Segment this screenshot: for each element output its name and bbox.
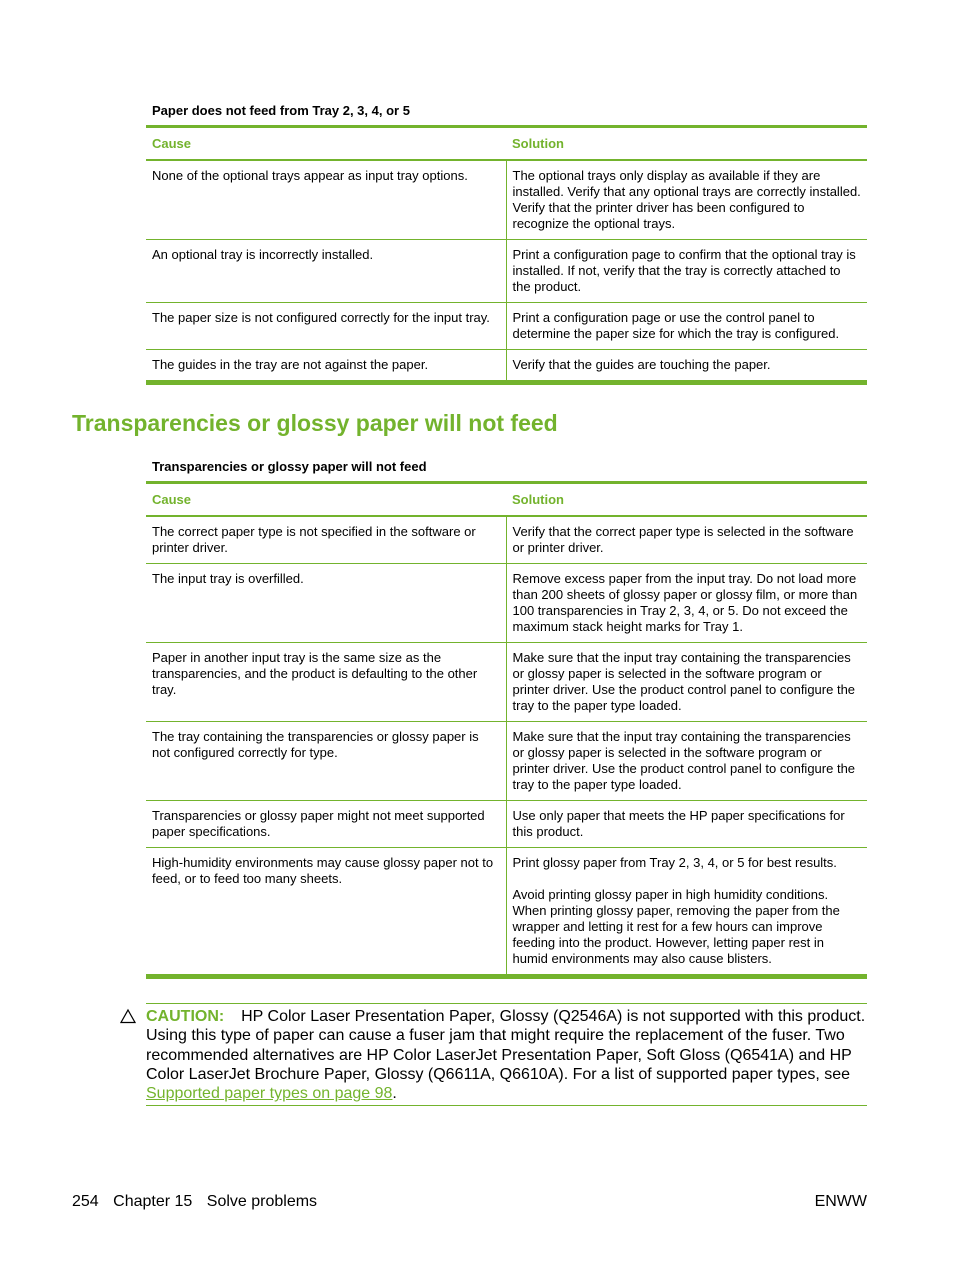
cause-cell: The correct paper type is not specified in the software or printer driver. bbox=[146, 516, 506, 564]
table-row bbox=[146, 848, 867, 977]
column-header-solution: Solution bbox=[512, 136, 564, 151]
cause-cell: High-humidity environments may cause glossy paper not to feed, or to feed too many sheets. bbox=[146, 848, 506, 977]
solution-cell bbox=[506, 848, 867, 977]
warning-triangle-icon bbox=[120, 1008, 136, 1024]
glossy-paper-table bbox=[146, 481, 867, 979]
table-caption: Transparencies or glossy paper will not feed bbox=[152, 459, 427, 474]
table-header-row bbox=[146, 127, 867, 161]
caution-text: HP Color Laser Presentation Paper, Glossy (Q2546A) is not supported with this product. Using this type of paper can cause a fuser jam that might require the replacement of the fuser. Two recommended alternatives are HP Color LaserJet Presentation Paper, Soft Gloss (Q6541A) and HP Color LaserJet Brochure Paper, Glossy (Q6611A, Q6610A). For a list of supported paper types, see bbox=[146, 1008, 866, 1083]
solution-cell: Verify that the guides are touching the paper. bbox=[512, 357, 771, 372]
solution-cell: The optional trays only display as available if they are installed. Verify that any optional trays are correctly installed. Verify that the printer driver has been configured to recognize the optional trays. bbox=[512, 168, 861, 231]
cause-cell: None of the optional trays appear as input tray options. bbox=[146, 160, 506, 240]
solution-cell: Make sure that the input tray containing the transparencies or glossy paper is selected in the software program or printer driver. Use the product control panel to configure the tray to the paper type loaded. bbox=[512, 729, 856, 792]
solution-paragraph: Avoid printing glossy paper in high humidity conditions. When printing glossy paper, removing the paper from the wrapper and letting it rest for a few hours can improve feeding into the product. However, letting paper rest in humid environments may also cause blisters. bbox=[512, 887, 840, 966]
solution-paragraph: Print glossy paper from Tray 2, 3, 4, or 5 for best results. bbox=[512, 855, 837, 870]
caution-note bbox=[146, 1003, 867, 1106]
cause-cell: The tray containing the transparencies or glossy paper is not configured correctly for type. bbox=[146, 722, 506, 801]
solution-cell: Print a configuration page to confirm that the optional tray is installed. If not, verify that the tray is correctly attached to the product. bbox=[512, 247, 856, 294]
footer-chapter-title: Solve problems bbox=[206, 1193, 318, 1210]
table-row bbox=[146, 350, 867, 383]
cause-cell: An optional tray is incorrectly installed. bbox=[146, 240, 506, 303]
column-header-solution: Solution bbox=[512, 492, 564, 507]
supported-paper-types-link[interactable]: Supported paper types on page 98 bbox=[146, 1085, 393, 1103]
column-header-cause: Cause bbox=[152, 492, 192, 507]
solution-cell: Use only paper that meets the HP paper specifications for this product. bbox=[512, 808, 845, 839]
footer-right-label: ENWW bbox=[814, 1193, 867, 1210]
table-row bbox=[146, 303, 867, 350]
table-row bbox=[146, 240, 867, 303]
table-header-row bbox=[146, 483, 867, 517]
section-heading: Transparencies or glossy paper will not feed bbox=[72, 410, 558, 436]
footer-chapter: Chapter 15 bbox=[113, 1193, 193, 1210]
cause-cell: The guides in the tray are not against the paper. bbox=[146, 350, 506, 383]
caution-label: CAUTION: bbox=[146, 1008, 225, 1025]
table-row bbox=[146, 801, 867, 848]
table-caption: Paper does not feed from Tray 2, 3, 4, or 5 bbox=[152, 103, 410, 118]
table-row bbox=[146, 516, 867, 564]
solution-cell: Verify that the correct paper type is selected in the software or printer driver. bbox=[512, 524, 854, 555]
cause-cell: The paper size is not configured correctly for the input tray. bbox=[146, 303, 506, 350]
solution-cell: Make sure that the input tray containing the transparencies or glossy paper is selected in the software program or printer driver. Use the product control panel to configure the tray to the paper type loaded. bbox=[512, 650, 856, 713]
table-row bbox=[146, 160, 867, 240]
column-header-cause: Cause bbox=[152, 136, 192, 151]
solution-cell: Remove excess paper from the input tray. Do not load more than 200 sheets of glossy paper or glossy film, or more than 100 transparencies in Tray 2, 3, 4, or 5. Do not exceed the maximum stack height marks for Tray 1. bbox=[512, 571, 858, 634]
cause-cell: The input tray is overfilled. bbox=[146, 564, 506, 643]
cause-cell: Paper in another input tray is the same size as the transparencies, and the product is defaulting to the other tray. bbox=[146, 643, 506, 722]
solution-cell: Print a configuration page or use the control panel to determine the paper size for which the tray is configured. bbox=[512, 310, 840, 341]
table-row bbox=[146, 643, 867, 722]
page-footer bbox=[72, 1193, 867, 1211]
caution-trailing: . bbox=[392, 1085, 397, 1103]
table-row bbox=[146, 722, 867, 801]
paper-feed-table bbox=[146, 125, 867, 385]
cause-cell: Transparencies or glossy paper might not meet supported paper specifications. bbox=[146, 801, 506, 848]
page-number: 254 bbox=[72, 1193, 99, 1210]
table-row bbox=[146, 564, 867, 643]
